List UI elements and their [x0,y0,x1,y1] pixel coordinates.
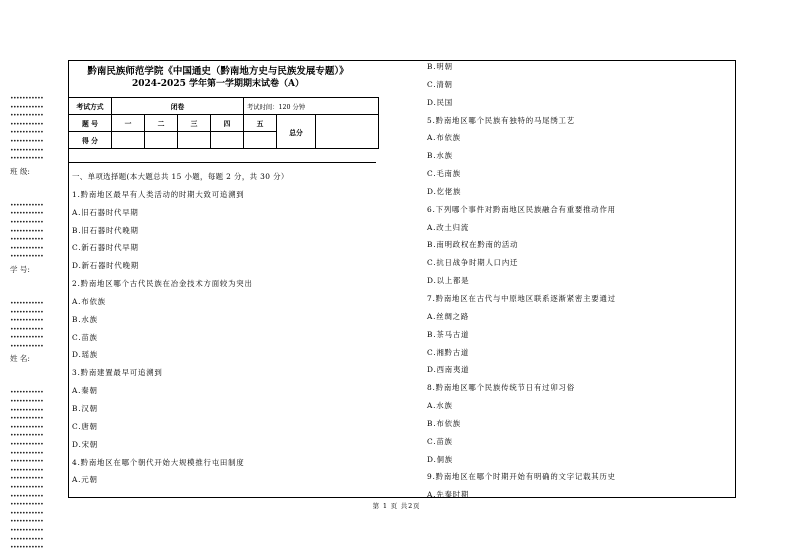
option-line: B.水族 [72,314,98,324]
option-line: B.茶马古道 [427,329,470,339]
dot-row: ••••••••••• [10,253,44,261]
dot-row: ••••••••••• [10,155,44,163]
dot-row: ••••••••••• [10,103,44,111]
student-id-field-label: 学 号: [10,264,30,274]
option-line: A.水族 [427,401,453,411]
question-line: 8.黔南地区哪个民族传统节日有过卯习俗 [427,383,575,393]
option-line: C.清朝 [427,79,453,89]
dot-row: ••••••••••• [10,120,44,128]
name-field-label: 姓 名: [10,354,30,364]
binding-margin [10,95,58,553]
dot-row: ••••••••••• [10,398,44,406]
option-line: C.湘黔古道 [427,347,470,357]
dot-row: ••••••••••• [10,544,44,552]
dot-row: ••••••••••• [10,146,44,154]
option-line: C.苗族 [427,436,453,446]
score-cell[interactable] [211,132,244,149]
option-line: C.苗族 [72,332,98,342]
option-line: A.布依族 [72,296,106,306]
column-header: 五 [244,115,277,132]
dot-row: ••••••••••• [10,317,44,325]
option-line: A.先秦时期 [427,490,470,500]
option-line: D.以上都是 [427,276,470,286]
score-cell[interactable] [112,132,145,149]
dot-row: ••••••••••• [10,501,44,509]
dot-row: ••••••••••• [10,334,44,342]
option-line: C.唐朝 [72,421,98,431]
page-number: 第 1 页 共2页 [372,502,421,510]
dot-row: ••••••••••• [10,201,44,209]
dot-row: ••••••••••• [10,475,44,483]
dot-row: ••••••••••• [10,449,44,457]
dot-row: ••••••••••• [10,415,44,423]
question-line: 4.黔南地区在哪个朝代开始大规模推行屯田制度 [72,457,245,467]
option-line: B.明朝 [427,62,453,71]
questions-right-column [427,58,727,504]
exam-time: 考试时间：120 分钟 [244,98,379,115]
exam-mode-value: 闭卷 [112,98,244,115]
question-line: 1.黔南地区最早有人类活动的时期大致可追溯到 [72,189,245,199]
dot-row: ••••••••••• [10,210,44,218]
option-line: A.丝绸之路 [427,311,470,321]
dot-row: ••••••••••• [10,466,44,474]
section-heading: 一、单项选择题(本大题总共 15 小题，每题 2 分，共 30 分） [72,172,289,181]
dot-row: ••••••••••• [10,112,44,120]
column-header: 二 [145,115,178,132]
score-table [68,97,379,149]
option-line: C.毛南族 [427,169,461,179]
option-line: A.改土归流 [427,222,470,232]
question-line: 6.下列哪个事件对黔南地区民族融合有重要推动作用 [427,204,616,214]
option-line: D.新石器时代晚期 [72,261,139,271]
dot-row: ••••••••••• [10,509,44,517]
option-line: A.元朝 [72,475,98,485]
question-line: 2.黔南地区哪个古代民族在冶金技术方面较为突出 [72,279,253,289]
dot-row: ••••••••••• [10,299,44,307]
question-line: 3.黔南建置最早可追溯到 [72,368,163,378]
column-header: 三 [178,115,211,132]
column-header: 一 [112,115,145,132]
dot-row: ••••••••••• [10,406,44,414]
dot-row: ••••••••••• [10,308,44,316]
question-line: 9.黔南地区在哪个时期开始有明确的文字记载其历史 [427,472,616,482]
dot-row: ••••••••••• [10,518,44,526]
dot-row: ••••••••••• [10,129,44,137]
score-label: 得 分 [69,132,112,149]
option-line: B.旧石器时代晚期 [72,225,139,235]
option-line: D.仡佬族 [427,186,462,196]
total-score-cell[interactable] [316,115,379,149]
class-field-label: 班 级: [10,166,30,176]
dot-row: ••••••••••• [10,227,44,235]
option-line: D.宋朝 [72,439,98,449]
dot-row: ••••••••••• [10,244,44,252]
dot-row: ••••••••••• [10,441,44,449]
option-line: D.民国 [427,97,453,107]
question-number-label: 题 号 [69,115,112,132]
exam-mode-label: 考试方式 [69,98,112,115]
option-line: D.西南夷道 [427,365,470,375]
option-line: D.侗族 [427,454,453,464]
option-line: C.抗日战争时期人口内迁 [427,258,519,268]
dot-row: ••••••••••• [10,218,44,226]
column-header: 四 [211,115,244,132]
score-cell[interactable] [244,132,277,149]
option-line: B.水族 [427,151,453,161]
option-line: B.南明政权在黔南的活动 [427,240,519,250]
dot-row: ••••••••••• [10,389,44,397]
dot-row: ••••••••••• [10,432,44,440]
dot-row: ••••••••••• [10,484,44,491]
dot-row: ••••••••••• [10,423,44,431]
dot-row: ••••••••••• [10,137,44,145]
dot-row: ••••••••••• [10,95,44,102]
question-line: 7.黔南地区在古代与中原地区联系逐渐紧密主要通过 [427,293,616,303]
exam-title: 黔南民族师范学院《中国通史（黔南地方史与民族发展专题）》 [87,66,349,77]
dot-row: ••••••••••• [10,458,44,466]
score-cell[interactable] [145,132,178,149]
option-line: B.汉朝 [72,403,98,413]
option-line: A.旧石器时代早期 [72,207,139,217]
question-line: 5.黔南地区哪个民族有独特的马尾绣工艺 [427,115,575,125]
dot-row: ••••••••••• [10,526,44,534]
option-line: B.布依族 [427,418,461,428]
divider [68,162,376,163]
questions-left-column [72,168,382,489]
dot-row: ••••••••••• [10,535,44,543]
option-line: D.瑶族 [72,350,98,360]
dot-row: ••••••••••• [10,325,44,333]
option-line: A.布依族 [427,133,461,143]
dot-row: ••••••••••• [10,342,44,350]
total-score-label: 总分 [277,115,316,149]
dot-row: ••••••••••• [10,492,44,500]
exam-subtitle: 2024-2025 学年第一学期期末试卷（A） [132,79,304,89]
option-line: A.秦朝 [72,386,98,396]
option-line: C.新石器时代早期 [72,243,139,253]
dot-row: ••••••••••• [10,236,44,244]
score-cell[interactable] [178,132,211,149]
